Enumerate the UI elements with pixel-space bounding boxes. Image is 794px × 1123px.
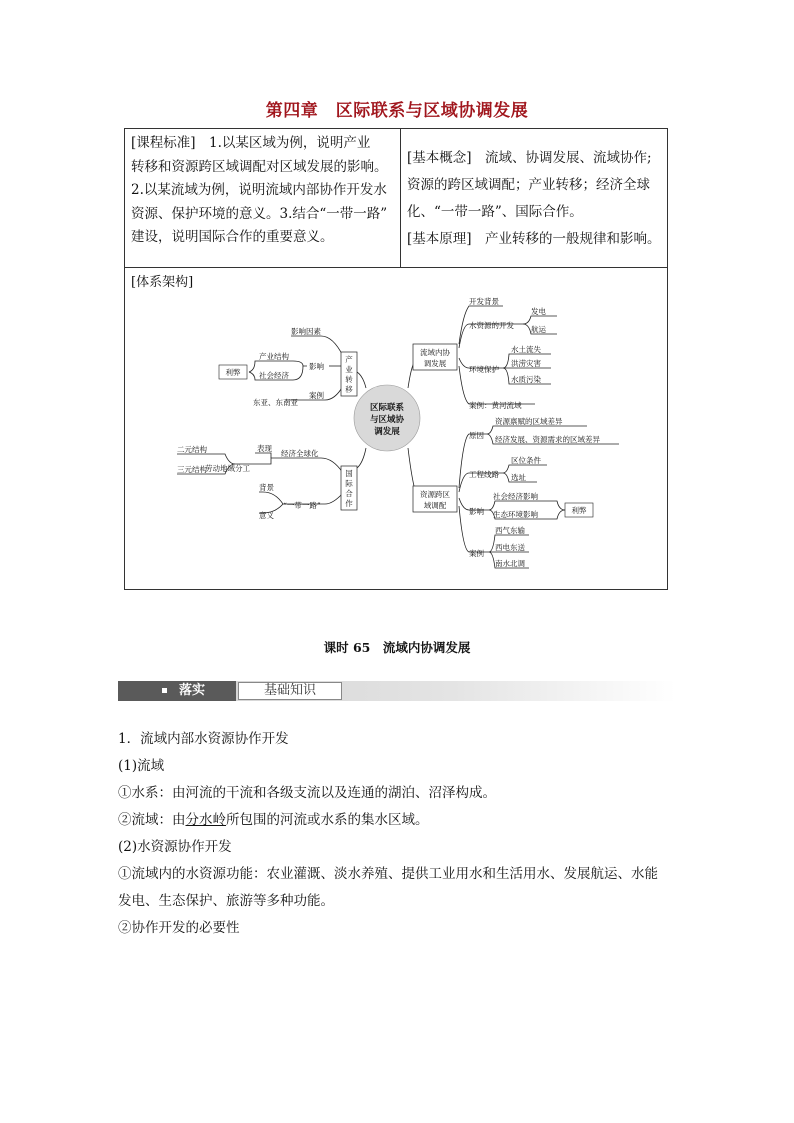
concept-map bbox=[125, 268, 669, 590]
body-line: (2)水资源协作开发 bbox=[118, 839, 232, 855]
node-text: 影响因素 bbox=[291, 327, 321, 336]
branch-line bbox=[357, 372, 366, 388]
node-text: 水土流失 bbox=[511, 345, 541, 354]
branch-line bbox=[489, 501, 551, 510]
node-text: 产业结构 bbox=[259, 352, 289, 361]
center-text: 调发展 bbox=[374, 427, 400, 437]
node-text: 利弊 bbox=[571, 506, 587, 515]
banner-implement: 落实 bbox=[118, 681, 236, 701]
node-text: 利弊 bbox=[225, 368, 241, 377]
course-standards bbox=[125, 129, 401, 267]
branch-line bbox=[275, 458, 343, 473]
node-text: 案例：黄河流域 bbox=[469, 401, 522, 410]
standards-line: [课程标准] 1.以某区域为例，说明产业 bbox=[131, 135, 371, 151]
node-text: 合 bbox=[345, 489, 353, 498]
standards-line: 建设，说明国际合作的重要意义。 bbox=[131, 229, 334, 245]
node-text: 区位条件 bbox=[511, 456, 541, 465]
node-text: 西电东送 bbox=[495, 543, 525, 552]
node-text: 产 bbox=[345, 355, 353, 364]
node-text: 国 bbox=[345, 469, 353, 478]
node-text: 表现 bbox=[257, 444, 272, 453]
body-line: ①流域内的水资源功能：农业灌溉、淡水养殖、提供工业用水和生活用水、发展航运、水能 bbox=[118, 866, 658, 882]
standards-table bbox=[124, 128, 668, 268]
node-text: 域调配 bbox=[423, 501, 447, 510]
underlined-term: 分水岭 bbox=[185, 812, 226, 828]
standards-line: 转移和资源跨区域调配对区域发展的影响。 bbox=[131, 158, 388, 175]
body-line: 1．流域内部水资源协作开发 bbox=[118, 731, 289, 747]
branch-line bbox=[523, 316, 557, 324]
node-text: 作 bbox=[345, 499, 353, 508]
body-line: ①水系：由河流的干流和各级支流以及连通的湖泊、沼泽构成。 bbox=[118, 785, 496, 801]
branch-line bbox=[551, 510, 565, 519]
banner-basic-knowledge: 基础知识 bbox=[238, 682, 342, 700]
branch-line bbox=[487, 426, 587, 434]
center-text: 与区域协 bbox=[369, 415, 405, 425]
node-text: 案例 bbox=[469, 549, 484, 558]
node-text: 航运 bbox=[531, 325, 546, 334]
node-text: 转 bbox=[345, 375, 353, 384]
concepts-line: 资源的跨区域调配；产业转移；经济全球 bbox=[407, 177, 650, 193]
node-text: 三元结构 bbox=[177, 465, 207, 474]
node-text: 经济全球化 bbox=[281, 449, 319, 458]
node-text: 社会经济影响 bbox=[493, 492, 538, 501]
node-text: 环境保护 bbox=[469, 365, 499, 374]
node-text: 工程线路 bbox=[469, 470, 499, 479]
node-text: 发电 bbox=[531, 307, 546, 316]
node-text: 背景 bbox=[259, 483, 274, 492]
branch-line bbox=[177, 454, 235, 464]
branch-line bbox=[291, 336, 343, 356]
branch-line bbox=[259, 492, 283, 504]
body-text bbox=[118, 726, 688, 942]
node-text: 选址 bbox=[511, 473, 526, 482]
square-bullet-icon bbox=[162, 688, 167, 693]
node-text: 开发背景 bbox=[469, 297, 499, 306]
node-text: 资源禀赋的区域差异 bbox=[495, 417, 563, 426]
concepts-line: [基本概念] 流域、协调发展、流域协作; bbox=[407, 150, 652, 166]
node-text: 水质污染 bbox=[511, 375, 541, 384]
branch-line bbox=[255, 453, 271, 458]
branch-line bbox=[249, 372, 257, 380]
lesson-title: 课时 65 流域内协调发展 bbox=[323, 640, 471, 655]
node-text: 流域内协 bbox=[420, 348, 450, 357]
node-text: 水资源的开发 bbox=[469, 321, 514, 330]
node-text: 案例 bbox=[309, 391, 324, 400]
framework-box bbox=[124, 268, 668, 590]
branch-line bbox=[503, 465, 547, 473]
body-line: ②流域：由分水岭所包围的河流或水系的集水区域。 bbox=[118, 812, 429, 828]
body-line: (1)流域 bbox=[118, 758, 165, 774]
node-text: 移 bbox=[345, 385, 353, 394]
node-text: 东亚、东南亚 bbox=[253, 398, 298, 407]
branch-line bbox=[357, 448, 366, 468]
node-text: 业 bbox=[345, 365, 353, 374]
node-text: 洪涝灾害 bbox=[511, 359, 541, 368]
branch-line bbox=[257, 361, 307, 366]
node-text: “一带一路” bbox=[283, 501, 321, 510]
node-text: 西气东输 bbox=[495, 526, 525, 535]
branch-line bbox=[408, 448, 414, 486]
standards-line: 2.以某流域为例，说明流域内部协作开发水 bbox=[131, 182, 387, 198]
center-text: 区际联系 bbox=[369, 403, 405, 413]
chapter-title: 第四章 区际联系与区域协调发展 bbox=[265, 101, 529, 121]
concepts-line: [基本原理] 产业转移的一般规律和影响。 bbox=[407, 231, 661, 247]
basic-concepts bbox=[401, 129, 667, 267]
node-text: 生态环境影响 bbox=[493, 510, 538, 519]
body-line: ②协作开发的必要性 bbox=[118, 920, 240, 936]
branch-line bbox=[249, 361, 257, 372]
framework-label: [体系架构] bbox=[131, 275, 194, 290]
branch-line bbox=[551, 501, 565, 510]
node-text: 调发展 bbox=[423, 359, 447, 368]
concepts-line: 化、“一带一路”、国际合作。 bbox=[407, 204, 583, 220]
standards-line: 资源、保护环境的意义。3.结合“一带一路” bbox=[131, 205, 388, 222]
node-text: 经济发展、资源需求的区域差异 bbox=[495, 435, 600, 444]
branch-line bbox=[459, 434, 487, 488]
node-text: 影响 bbox=[309, 362, 324, 371]
body-line: 发电、生态保护、旅游等多种功能。 bbox=[118, 893, 334, 909]
node-text: 意义 bbox=[259, 511, 274, 520]
node-text: 二元结构 bbox=[177, 445, 207, 454]
node-text: 影响 bbox=[469, 507, 484, 516]
node-text: 南水北调 bbox=[495, 559, 525, 568]
node-text: 原因 bbox=[469, 431, 484, 440]
node-text: 社会经济 bbox=[259, 371, 289, 380]
section-banner bbox=[118, 681, 676, 701]
node-text: 资源跨区 bbox=[420, 490, 450, 499]
node-text: 际 bbox=[345, 479, 353, 488]
node-text: 劳动地域分工 bbox=[205, 464, 250, 473]
